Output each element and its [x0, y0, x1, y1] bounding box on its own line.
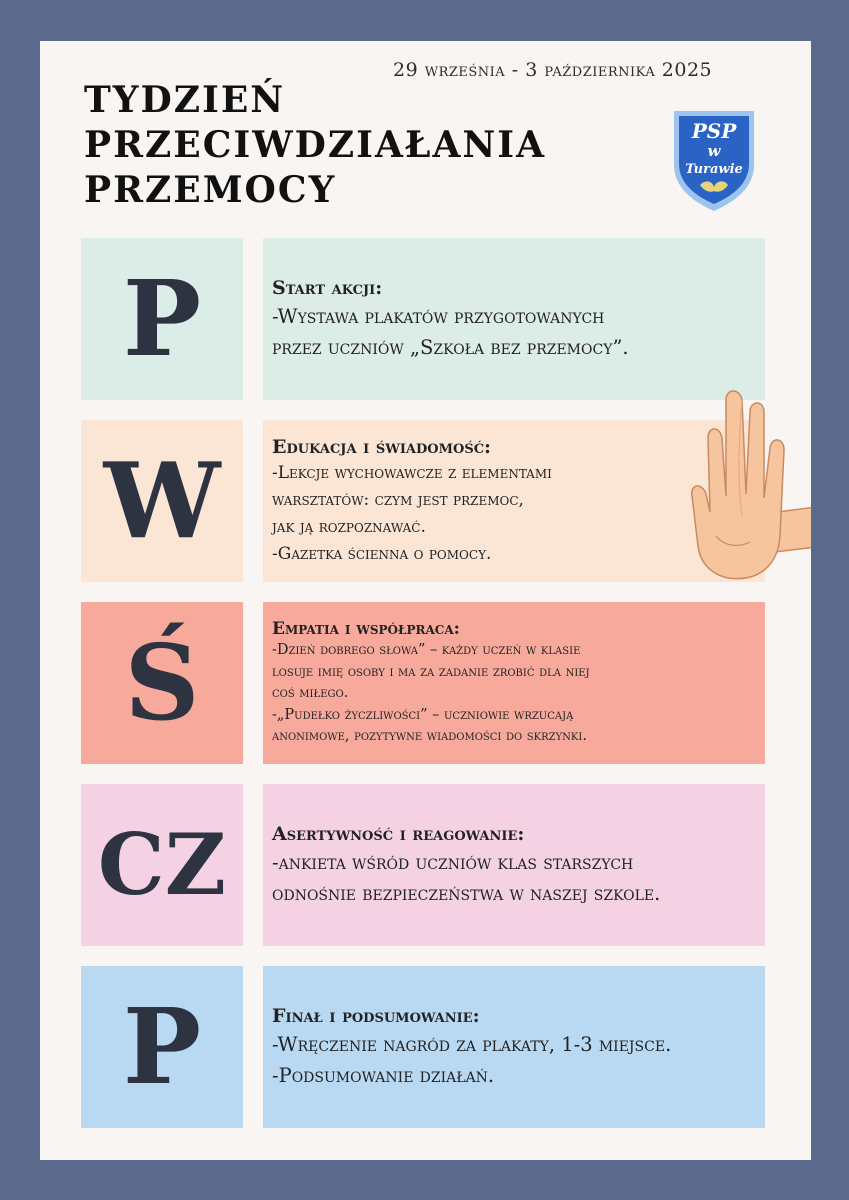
- row-line: odnośnie bezpieczeństwa w naszej szkole.: [272, 882, 661, 905]
- row-letter-box: [81, 966, 243, 1128]
- row-line: -„Pudełko życzliwości” – uczniowie wrzucają: [272, 706, 574, 723]
- row-letter: P: [122, 985, 202, 1108]
- row-line: -Gazetka ścienna o pomocy.: [272, 544, 492, 564]
- row-line: -ankieta wśród uczniów klas starszych: [272, 851, 634, 874]
- row-heading: Empatia i współpraca:: [272, 619, 460, 640]
- row-line: -Podsumowanie działań.: [272, 1064, 495, 1087]
- row-letter-box: [81, 602, 243, 764]
- title-line: PRZECIWDZIAŁANIA: [84, 124, 547, 166]
- row-letter-box: [81, 420, 243, 582]
- row-letter: Ś: [124, 621, 200, 744]
- row-letter: W: [103, 439, 221, 562]
- row-line: losuje imię osoby i ma za zadanie zrobić dla niej: [272, 663, 590, 680]
- page-title: [84, 78, 546, 213]
- row-heading: Asertywność i reagowanie:: [272, 823, 525, 845]
- row-line: -Wręczenie nagród za plakaty, 1-3 miejsce.: [272, 1033, 672, 1056]
- row-line: -Lekcje wychowawcze z elementami: [272, 463, 552, 483]
- event-date: 29 września - 3 października 2025: [393, 59, 713, 81]
- row-heading: Start akcji:: [272, 277, 383, 299]
- row-line: -Wystawa plakatów przygotowanych: [272, 305, 605, 328]
- row-heading: Finał i podsumowanie:: [272, 1005, 480, 1027]
- row-content: [263, 238, 765, 400]
- title-line: PRZEMOCY: [84, 169, 337, 211]
- row-line: -Dzień dobrego słowa” – każdy uczeń w klasie: [272, 642, 581, 659]
- logo-text: w: [707, 142, 721, 160]
- row-heading: Edukacja i świadomość:: [272, 436, 492, 458]
- row-line: coś miłego.: [272, 685, 349, 702]
- row-line: jak ją rozpoznawać.: [272, 517, 426, 537]
- row-letter-box: [81, 238, 243, 400]
- row-letter: CZ: [97, 815, 227, 914]
- logo-text: PSP: [691, 119, 737, 143]
- row-line: warsztatów: czym jest przemoc,: [272, 490, 524, 510]
- row-letter: P: [122, 257, 202, 380]
- row-content: [263, 784, 765, 946]
- row-content: [263, 966, 765, 1128]
- poster: [40, 41, 811, 1160]
- stop-hand-icon: [654, 386, 811, 601]
- row-letter-box: [81, 784, 243, 946]
- logo-text: Turawie: [685, 162, 743, 177]
- row-line: anonimowe, pozytywne wiadomości do skrzynki.: [272, 728, 587, 745]
- school-shield-logo: [670, 107, 758, 215]
- row-line: przez uczniów „Szkoła bez przemocy”.: [272, 336, 629, 359]
- row-content: [263, 602, 765, 764]
- title-line: TYDZIEŃ: [84, 79, 286, 121]
